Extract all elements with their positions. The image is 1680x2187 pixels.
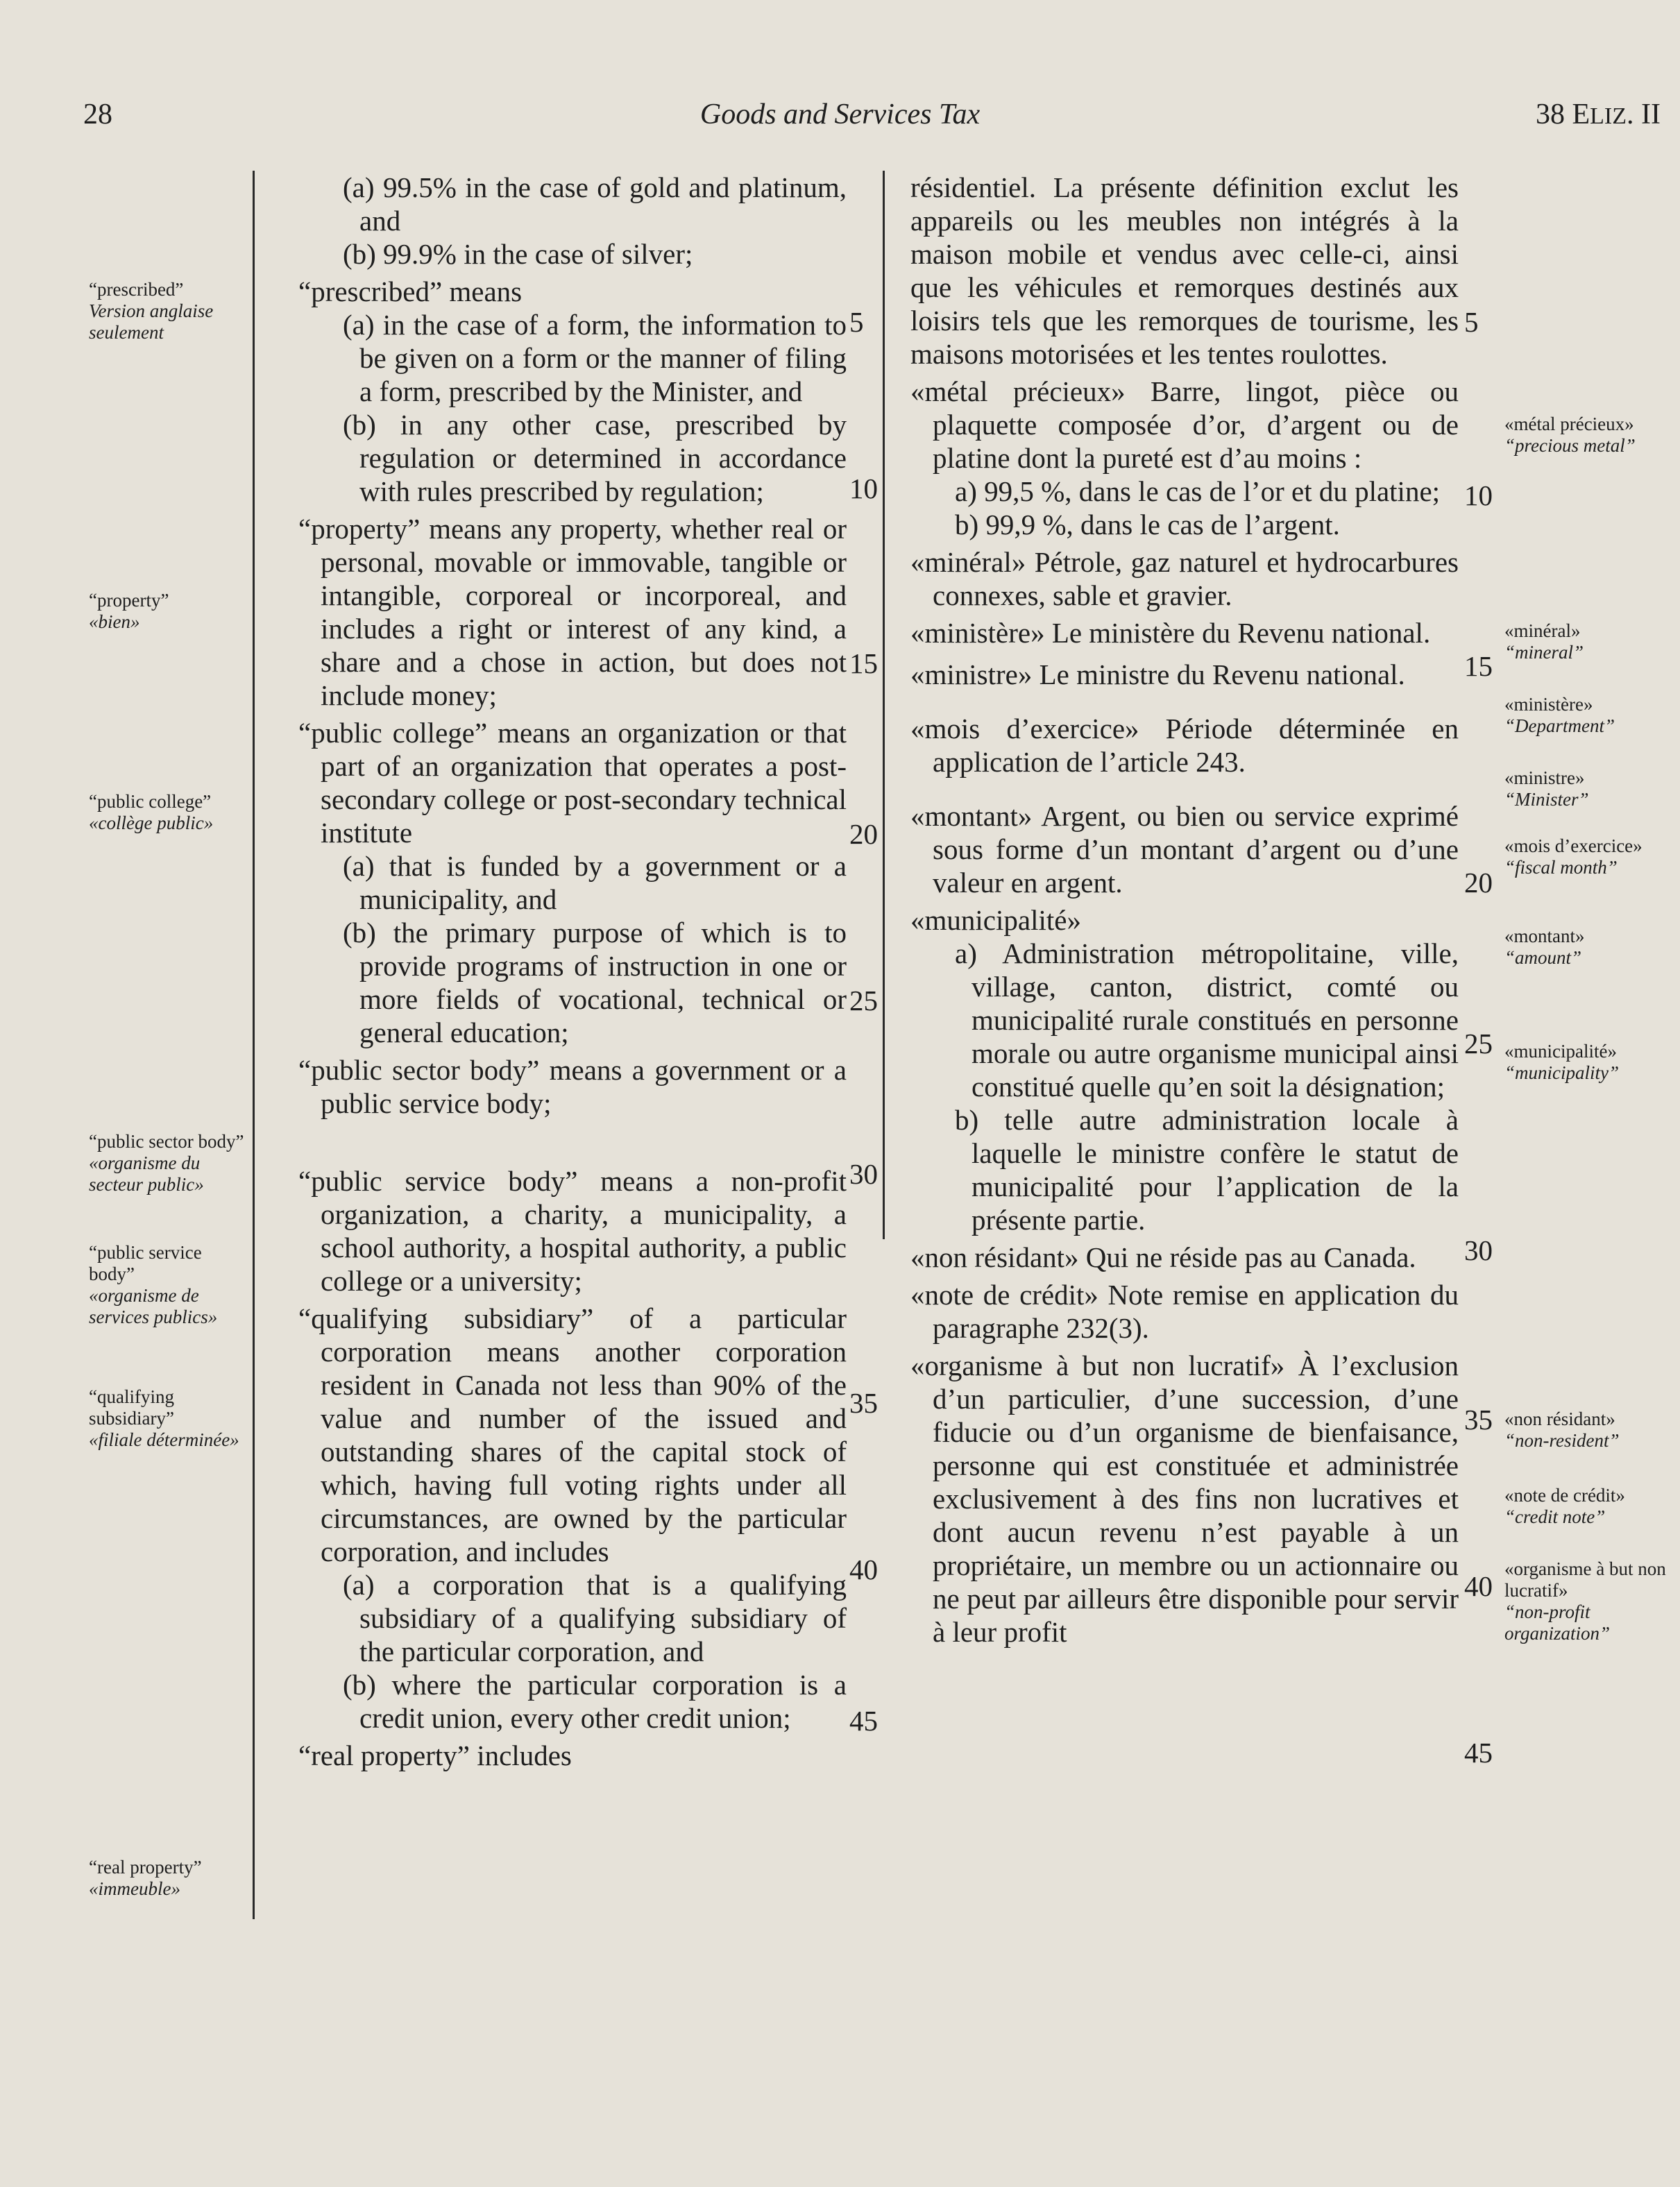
line-number: 30 [849,1158,878,1190]
margin-note-public-college: “public college” «collège public» [89,791,214,833]
margin-note-prescribed: “prescribed” Version anglaise seulement [89,279,214,343]
line-number: 25 [849,985,878,1016]
line-number: 30 [1464,1234,1493,1266]
left-margin-rule [253,171,255,1919]
definition-organisme-but-non-lucratif: «organisme à but non lucratif» À l’exclusion d’un particulier, d’une succession, d’une fiducie ou d’un organisme de bienfaisance, personne qui est constituée et administrée exclusivement à des fins non lucratives et dont aucun revenu n’est payable à un propriétaire, un membre ou un actionnaire ou ne peut par ailleurs être disponible pour servir à leur profit [910,1350,1459,1648]
margin-note-metal-precieux: «métal précieux» “precious metal” [1504,414,1636,456]
definition-subparagraph: (b) where the particular corporation is a credit union, every other credit union; [343,1669,847,1734]
definition-subparagraph: (a) a corporation that is a qualifying subsidiary of a qualifying subsidiary of the particular corporation, and [343,1569,847,1667]
margin-note-public-sector-body: “public sector body” «organisme du secteur public» [89,1131,244,1195]
definition-prescribed: “prescribed” means [298,275,523,307]
margin-note-montant: «montant» “amount” [1504,926,1585,968]
definition-subparagraph: (a) in the case of a form, the information to be given on a form or the manner of filing a form, prescribed by the Minister, and [343,309,847,407]
line-number: 5 [849,306,864,338]
definition-subparagraph: (a) 99.5% in the case of gold and platinum, and [343,171,847,237]
line-number: 40 [1464,1570,1493,1602]
line-number: 35 [1464,1404,1493,1436]
line-number: 35 [849,1387,878,1419]
definition-metal-precieux: «métal précieux» Barre, lingot, pièce ou plaquette composée d’or, d’argent ou de platine dont la pureté est d’au moins : [910,375,1459,474]
definition-mineral: «minéral» Pétrole, gaz naturel et hydrocarbures connexes, sable et gravier. [910,546,1459,611]
line-number: 20 [1464,867,1493,899]
line-number: 10 [849,473,878,504]
english-column [298,171,847,1772]
line-number: 5 [1464,306,1479,338]
margin-note-property: “property” «bien» [89,590,169,632]
margin-note-ministere: «ministère» “Department” [1504,694,1615,736]
definition-subparagraph: a) Administration métropolitaine, ville, village, canton, district, comté ou municipalité rurale constitués en personne morale ou autre organisme municipal ainsi constitué quelle qu’en soit la désignation; [955,937,1459,1103]
line-number: 15 [849,647,878,679]
margin-note-non-residant: «non résidant» “non-resident” [1504,1409,1620,1451]
margin-note-municipalite: «municipalité» “municipality” [1504,1041,1620,1083]
definition-mois-exercice: «mois d’exercice» Période déterminée en application de l’article 243. [910,713,1459,778]
line-number: 20 [849,818,878,850]
running-title: Goods and Services Tax [699,99,981,130]
definition-continuation: résidentiel. La présente définition exclut les appareils ou les meubles non intégrés à la maison mobile et vendus avec celle-ci, ainsi que les véhicules et remorques destinés aux loisirs tels que les remorques de tourisme, les maisons motorisées et les tentes roulottes. [910,171,1459,370]
line-number: 40 [849,1554,878,1585]
french-column [910,171,1459,1649]
definition-public-college: “public college” means an organization or that part of an organization that operates a post-secondary college or post-secondary technical institute [298,717,847,849]
definition-subparagraph: a) 99,5 %, dans le cas de l’or et du platine; [955,475,1441,507]
definition-real-property: “real property” includes [298,1739,572,1771]
definition-municipalite: «municipalité» [910,904,1081,936]
page-number: 28 [83,99,112,130]
definition-note-de-credit: «note de crédit» Note remise en application du paragraphe 232(3). [910,1279,1459,1344]
definition-subparagraph: b) telle autre administration locale à laquelle le ministre confère le statut de municipalité pour l’application de la présente partie. [955,1104,1459,1236]
margin-note-organisme-but-non-lucratif: «organisme à but non lucratif» “non-profit organization” [1504,1558,1666,1644]
definition-montant: «montant» Argent, ou bien ou service exprimé sous forme d’un montant d’argent ou d’une valeur en argent. [910,800,1459,899]
definition-subparagraph: b) 99,9 %, dans le cas de l’argent. [955,509,1340,541]
definition-public-service-body: “public service body” means a non-profit organization, a charity, a municipality, a school authority, a hospital authority, a public college or a university; [298,1165,847,1297]
line-number: 45 [849,1705,878,1737]
line-number: 15 [1464,650,1493,682]
definition-subparagraph: (b) 99.9% in the case of silver; [343,238,693,270]
line-number: 45 [1464,1737,1493,1769]
margin-note-real-property: “real property” «immeuble» [89,1857,202,1899]
definition-public-sector-body: “public sector body” means a government or a public service body; [298,1054,847,1119]
definition-non-residant: «non résidant» Qui ne réside pas au Canada. [910,1241,1416,1273]
margin-note-mineral: «minéral» “mineral” [1504,620,1584,663]
margin-note-ministre: «ministre» “Minister” [1504,767,1589,810]
definition-ministre: «ministre» Le ministre du Revenu national. [910,658,1405,690]
definition-subparagraph: (a) that is funded by a government or a municipality, and [343,850,847,915]
margin-note-mois-exercice: «mois d’exercice» “fiscal month” [1504,835,1643,878]
margin-note-qualifying-subsidiary: “qualifying subsidiary” «filiale déterminée» [89,1386,239,1450]
margin-note-public-service-body: “public service body” «organisme de services publics» [89,1242,218,1327]
definition-subparagraph: (b) in any other case, prescribed by regulation or determined in accordance with rules prescribed by regulation; [343,409,847,507]
definition-ministere: «ministère» Le ministère du Revenu national. [910,617,1431,649]
definition-property: “property” means any property, whether real or personal, movable or immovable, tangible or intangible, corporeal or incorporeal, and includes a right or interest of any kind, a share and a chose in action, but does not include money; [298,513,847,711]
margin-note-note-de-credit: «note de crédit» “credit note” [1504,1485,1625,1527]
definition-subparagraph: (b) the primary purpose of which is to provide programs of instruction in one or more fields of vocational, technical or general education; [343,917,847,1048]
line-number: 25 [1464,1028,1493,1060]
line-number: 10 [1464,479,1493,511]
definition-qualifying-subsidiary: “qualifying subsidiary” of a particular corporation means another corporation resident in Canada not less than 90% of the value and number of the issued and outstanding shares of the capital stock of which, having full voting rights under all circumstances, are owned by the particular corporation, and includes [298,1302,847,1567]
center-rule [883,171,885,1239]
regnal-year: 38 ELIZ. II [1536,99,1661,130]
